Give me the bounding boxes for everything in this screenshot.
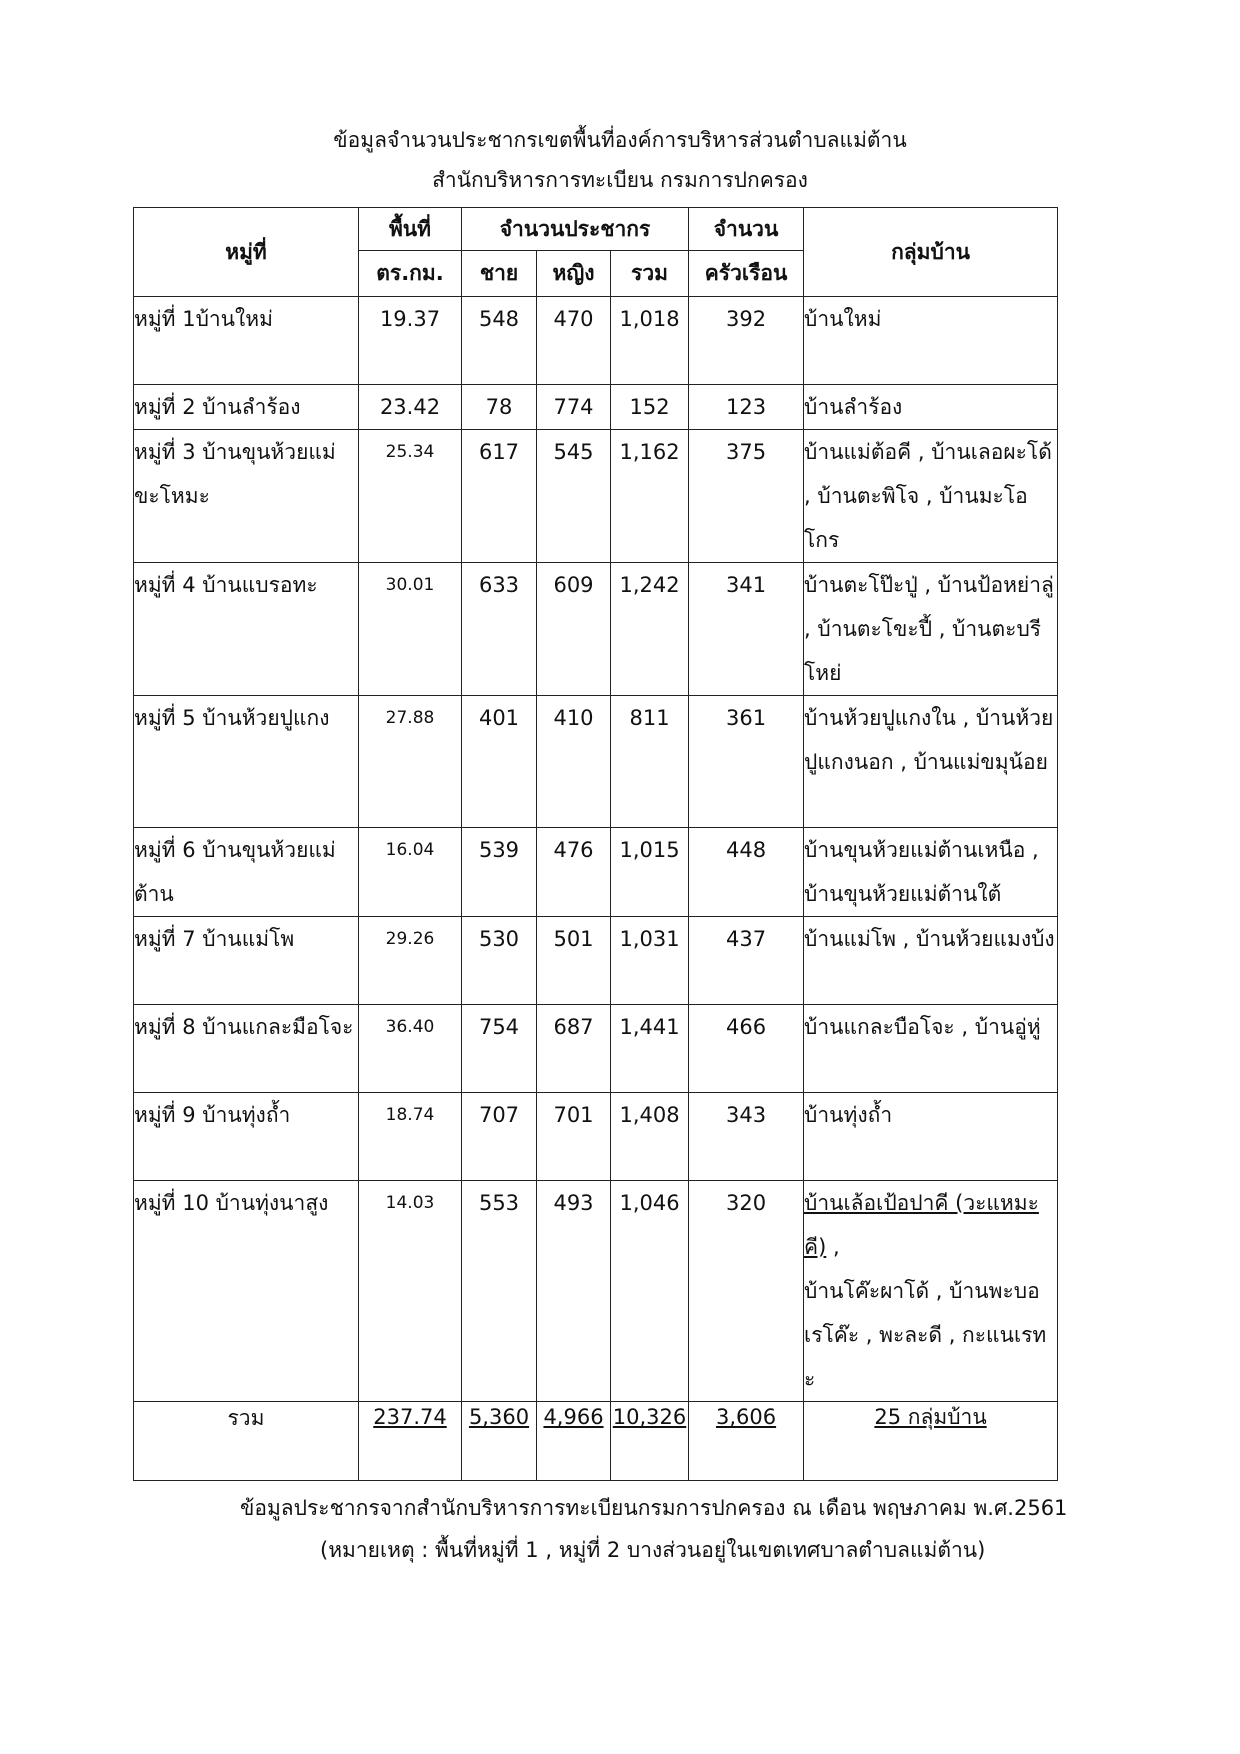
area-value: 19.37 [359, 297, 462, 385]
total-count: 1,408 [611, 1093, 689, 1181]
area-value: 27.88 [359, 696, 462, 828]
total-count: 1,441 [611, 1005, 689, 1093]
village-name: หมู่ที่ 8 บ้านแกละมือโจะ [134, 1005, 359, 1093]
village-groups [804, 1005, 1058, 1093]
table-row [134, 696, 1058, 828]
household-count: 343 [689, 1093, 804, 1181]
village-name: หมู่ที่ 7 บ้านแม่โพ [134, 917, 359, 1005]
table-row [134, 917, 1058, 1005]
table-row [134, 1181, 1058, 1402]
village-groups-text: บ้านแม่ต้อคี , บ้านเลอผะโด้ , บ้านตะพิโจ , บ้านมะโอโกร [804, 440, 1052, 552]
area-value: 18.74 [359, 1093, 462, 1181]
village-name: หมู่ที่ 5 บ้านห้วยปูแกง [134, 696, 359, 828]
female-count: 609 [537, 563, 611, 696]
female-count: 774 [537, 385, 611, 430]
village-name: หมู่ที่ 9 บ้านทุ่งถ้ำ [134, 1093, 359, 1181]
male-count: 548 [462, 297, 537, 385]
household-count: 375 [689, 430, 804, 563]
header-total: รวม [611, 251, 689, 297]
male-count: 530 [462, 917, 537, 1005]
village-name: หมู่ที่ 4 บ้านแบรอทะ [134, 563, 359, 696]
village-groups-underlined: บ้านเล้อเป้อปาคี (วะแหมะคี) [804, 1191, 1039, 1259]
totals-female: 4,966 [543, 1405, 604, 1429]
village-groups-text: บ้านใหม่ [804, 307, 882, 331]
header-village: หมู่ที่ [134, 208, 359, 297]
totals-households: 3,606 [715, 1405, 777, 1429]
village-groups-text: , บ้านโค๊ะผาโด้ , บ้านพะบอเรโค๊ะ , พะละดี , กะแนเรทะ [804, 1235, 1047, 1391]
village-groups-text: บ้านทุ่งถ้ำ [804, 1103, 893, 1127]
header-area-line1: พื้นที่ [359, 208, 462, 251]
village-name: หมู่ที่ 1บ้านใหม่ [134, 297, 359, 385]
header-female: หญิง [537, 251, 611, 297]
village-groups-text: บ้านตะโป๊ะปู่ , บ้านป้อหย่าลู่ , บ้านตะโขะปี้ , บ้านตะบรีโหย่ [804, 573, 1054, 685]
female-count: 476 [537, 828, 611, 917]
village-groups-text: บ้านขุนห้วยแม่ต้านเหนือ , บ้านขุนห้วยแม่ต้านใต้ [804, 838, 1039, 906]
male-count: 707 [462, 1093, 537, 1181]
total-count: 1,031 [611, 917, 689, 1005]
male-count: 754 [462, 1005, 537, 1093]
totals-groups: 25 กลุ่มบ้าน [874, 1405, 987, 1429]
household-count: 320 [689, 1181, 804, 1402]
area-value: 29.26 [359, 917, 462, 1005]
household-count: 448 [689, 828, 804, 917]
document-subtitle: สำนักบริหารการทะเบียน กรมการปกครอง [432, 168, 808, 192]
male-count: 78 [462, 385, 537, 430]
header-male: ชาย [462, 251, 537, 297]
table-row [134, 297, 1058, 385]
village-groups-text: บ้านลำร้อง [804, 395, 903, 419]
village-groups-text: บ้านแม่โพ , บ้านห้วยแมงบ้ง [804, 927, 1055, 951]
female-count: 410 [537, 696, 611, 828]
population-table [133, 207, 1058, 1481]
totals-area: 237.74 [373, 1405, 447, 1429]
area-value: 25.34 [359, 430, 462, 563]
male-count: 633 [462, 563, 537, 696]
female-count: 687 [537, 1005, 611, 1093]
village-groups [804, 430, 1058, 563]
female-count: 701 [537, 1093, 611, 1181]
village-groups-text: บ้านห้วยปูแกงใน , บ้านห้วยปูแกงนอก , บ้านแม่ขมุน้อย [804, 706, 1054, 774]
totals-total: 10,326 [612, 1405, 687, 1429]
table-row [134, 385, 1058, 430]
village-groups [804, 385, 1058, 430]
household-count: 361 [689, 696, 804, 828]
male-count: 539 [462, 828, 537, 917]
header-area-line2: ตร.กม. [359, 251, 462, 297]
female-count: 545 [537, 430, 611, 563]
total-count: 1,018 [611, 297, 689, 385]
header-groups: กลุ่มบ้าน [804, 208, 1058, 297]
area-value: 14.03 [359, 1181, 462, 1402]
village-groups [804, 563, 1058, 696]
total-count: 152 [611, 385, 689, 430]
village-groups [804, 1093, 1058, 1181]
village-groups [804, 828, 1058, 917]
female-count: 493 [537, 1181, 611, 1402]
female-count: 470 [537, 297, 611, 385]
header-households-line2: ครัวเรือน [689, 251, 804, 297]
male-count: 553 [462, 1181, 537, 1402]
village-name: หมู่ที่ 3 บ้านขุนห้วยแม่ขะโหมะ [134, 430, 359, 563]
table-row [134, 563, 1058, 696]
table-body [134, 297, 1058, 1402]
total-count: 811 [611, 696, 689, 828]
header-households-line1: จำนวน [689, 208, 804, 251]
totals-male: 5,360 [468, 1405, 530, 1429]
household-count: 466 [689, 1005, 804, 1093]
remark-note: (หมายเหตุ : พื้นที่หมู่ที่ 1 , หมู่ที่ 2 บางส่วนอยู่ในเขตเทศบาลตำบลแม่ต้าน) [320, 1538, 986, 1562]
household-count: 123 [689, 385, 804, 430]
document-title: ข้อมูลจำนวนประชากรเขตพื้นที่องค์การบริหารส่วนตำบลแม่ต้าน [333, 128, 907, 152]
total-count: 1,015 [611, 828, 689, 917]
village-groups [804, 1181, 1058, 1402]
village-name: หมู่ที่ 2 บ้านลำร้อง [134, 385, 359, 430]
male-count: 617 [462, 430, 537, 563]
area-value: 30.01 [359, 563, 462, 696]
table-row [134, 1093, 1058, 1181]
male-count: 401 [462, 696, 537, 828]
total-count: 1,162 [611, 430, 689, 563]
household-count: 437 [689, 917, 804, 1005]
totals-row [134, 1402, 1058, 1481]
village-groups [804, 297, 1058, 385]
table-row [134, 1005, 1058, 1093]
table-row [134, 430, 1058, 563]
village-groups [804, 696, 1058, 828]
village-groups [804, 917, 1058, 1005]
household-count: 392 [689, 297, 804, 385]
female-count: 501 [537, 917, 611, 1005]
total-count: 1,046 [611, 1181, 689, 1402]
village-groups-text: บ้านแกละบือโจะ , บ้านอู่หู่ [804, 1015, 1041, 1039]
totals-label: รวม [134, 1402, 359, 1481]
area-value: 36.40 [359, 1005, 462, 1093]
area-value: 23.42 [359, 385, 462, 430]
header-population: จำนวนประชากร [462, 208, 689, 251]
source-note: ข้อมูลประชากรจากสำนักบริหารการทะเบียนกรมการปกครอง ณ เดือน พฤษภาคม พ.ศ.2561 [240, 1496, 1068, 1520]
household-count: 341 [689, 563, 804, 696]
total-count: 1,242 [611, 563, 689, 696]
village-name: หมู่ที่ 6 บ้านขุนห้วยแม่ต้าน [134, 828, 359, 917]
area-value: 16.04 [359, 828, 462, 917]
village-name: หมู่ที่ 10 บ้านทุ่งนาสูง [134, 1181, 359, 1402]
table-row [134, 828, 1058, 917]
